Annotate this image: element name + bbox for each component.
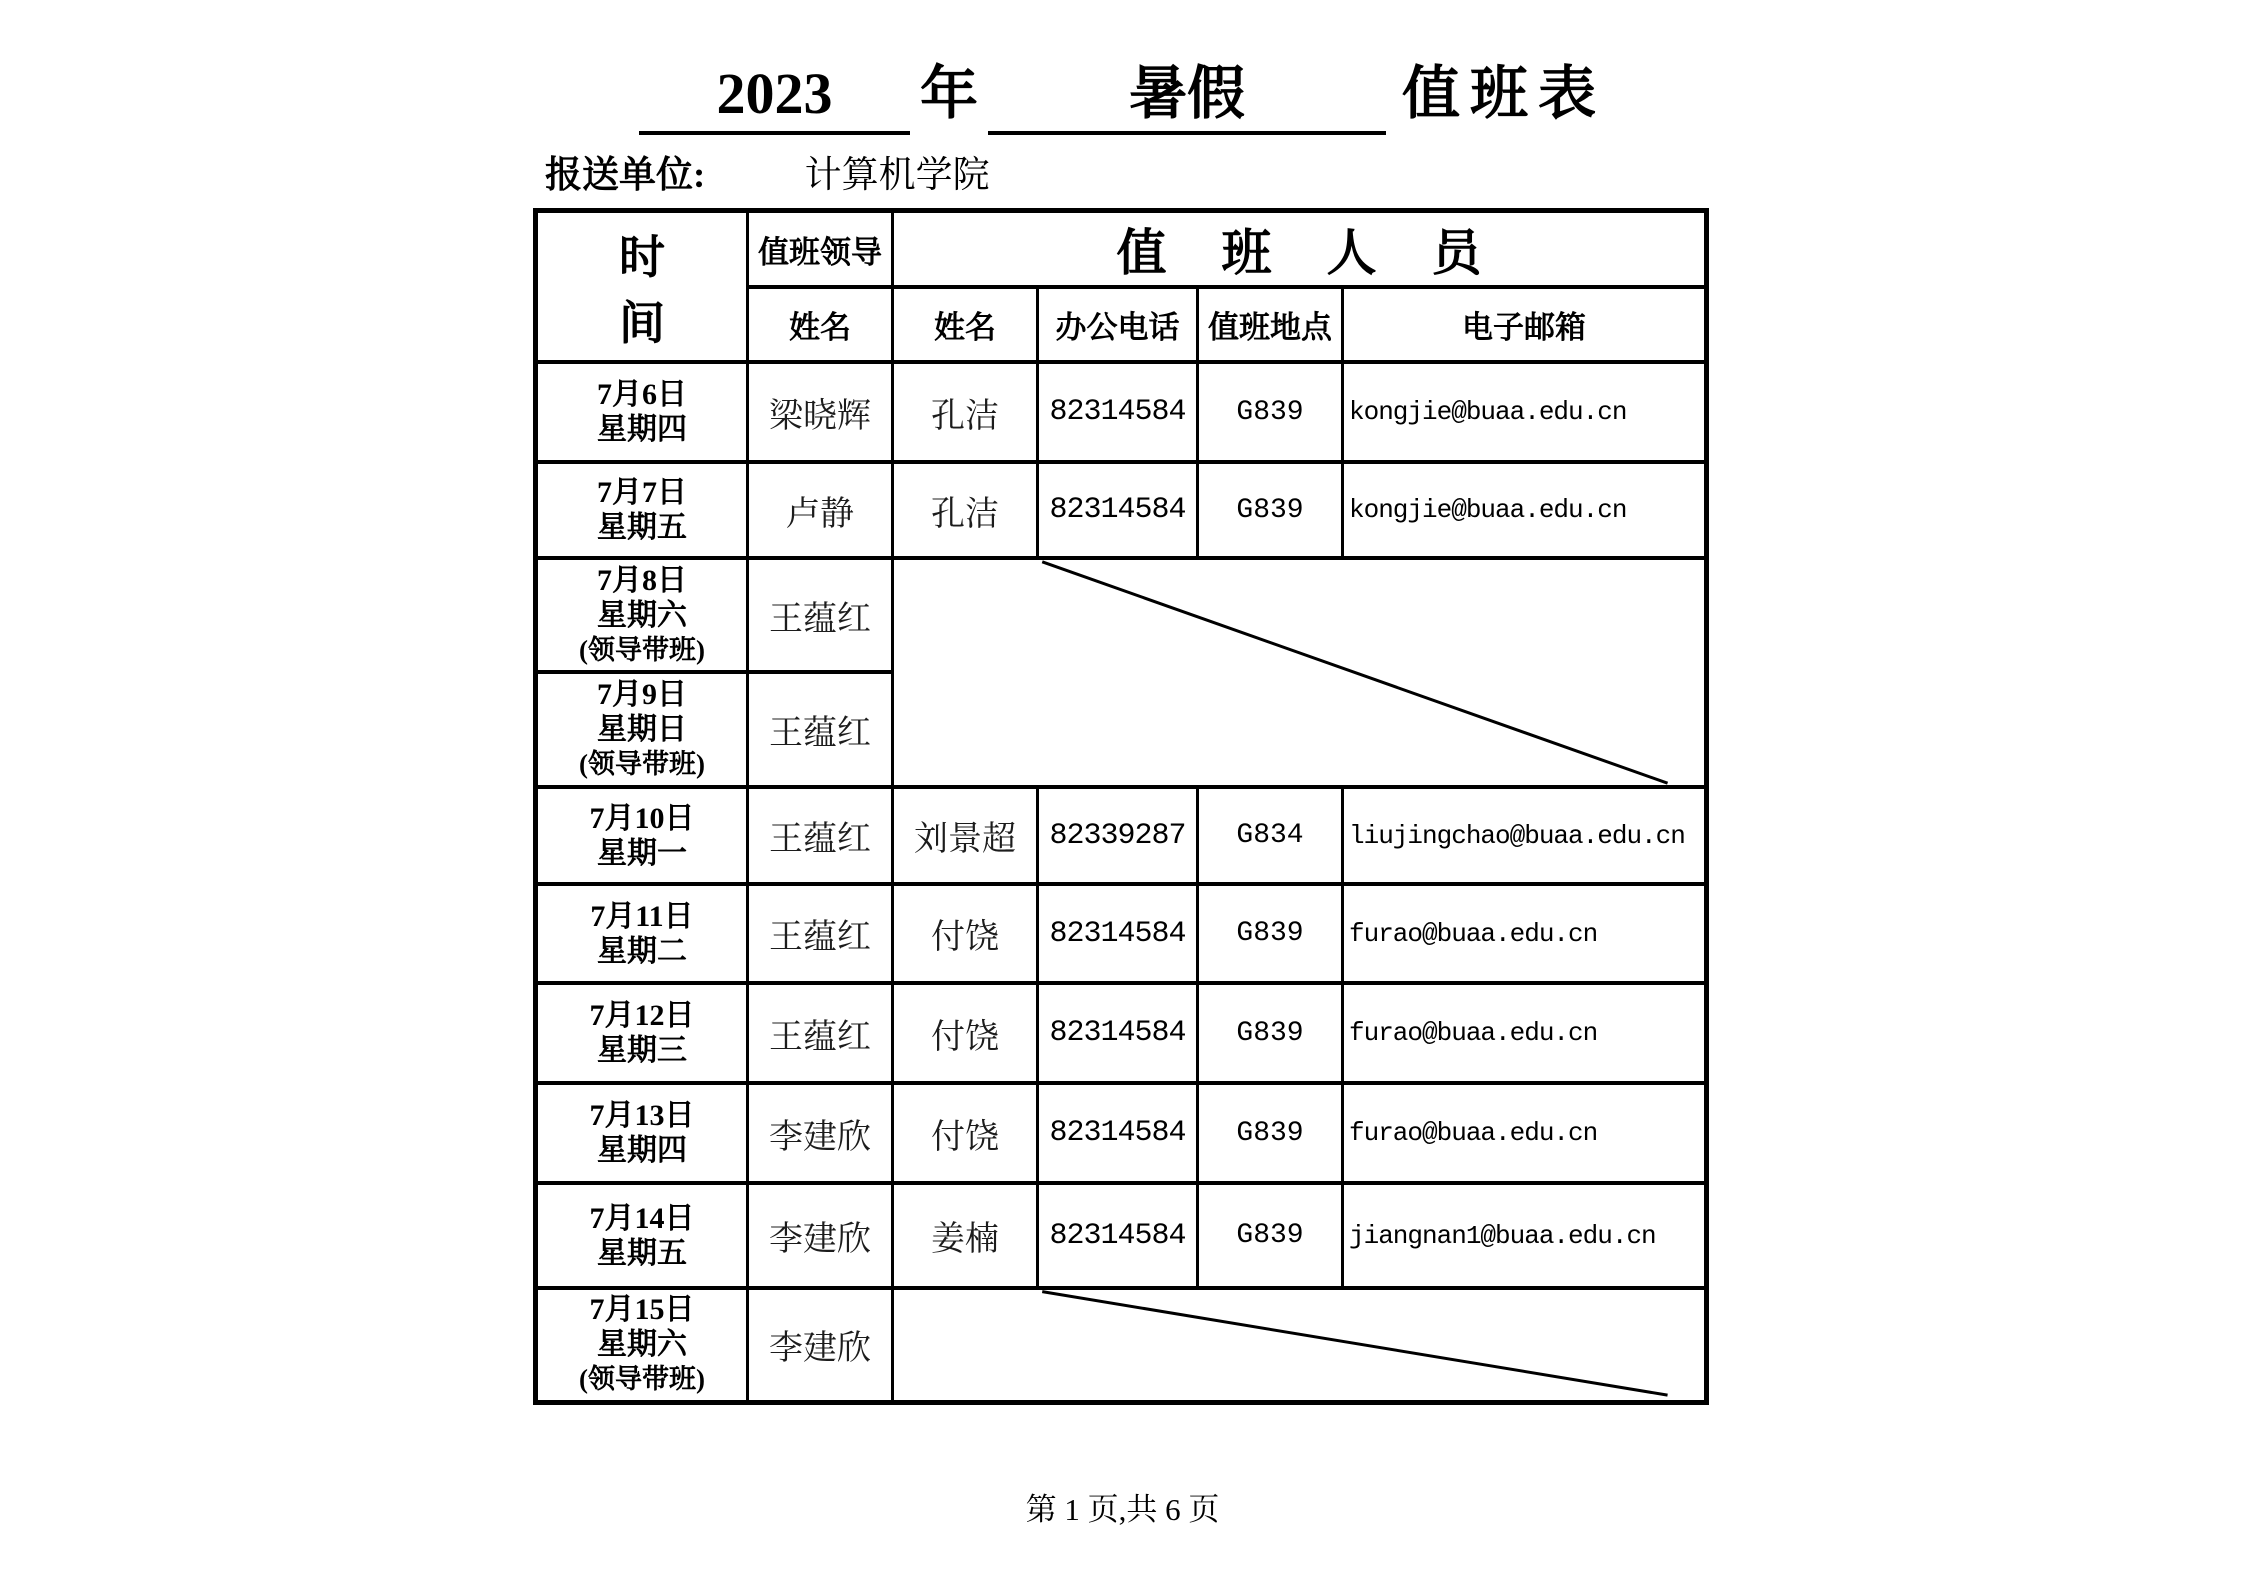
email-cell: kongjie@buaa.edu.cn — [1343, 462, 1707, 558]
location-cell: G839 — [1198, 983, 1343, 1083]
date-cell: 7月15日 星期六 (领导带班) — [536, 1288, 748, 1402]
staff-name-cell: 姜楠 — [893, 1183, 1038, 1288]
leader-name-cell: 李建欣 — [748, 1083, 893, 1183]
date-cell: 7月8日 星期六 (领导带班) — [536, 558, 748, 672]
header-leader-name: 姓名 — [748, 287, 893, 362]
location-cell: G839 — [1198, 1083, 1343, 1183]
leader-name-cell: 王蕴红 — [748, 983, 893, 1083]
header-duty-leader: 值班领导 — [748, 211, 893, 288]
leader-name-cell: 梁晓辉 — [748, 362, 893, 462]
date-cell: 7月14日 星期五 — [536, 1183, 748, 1288]
location-cell: G839 — [1198, 884, 1343, 983]
email-cell: furao@buaa.edu.cn — [1343, 884, 1707, 983]
merged-empty-cell — [893, 558, 1707, 787]
title-year-blank — [639, 62, 910, 135]
title-term: 暑假 — [1128, 61, 1245, 126]
location-cell: G839 — [1198, 362, 1343, 462]
phone-cell: 82314584 — [1038, 1183, 1198, 1288]
leader-name-cell: 王蕴红 — [748, 884, 893, 983]
header-duty-location: 值班地点 — [1198, 287, 1343, 362]
leader-name-cell: 卢静 — [748, 462, 893, 558]
location-cell: G839 — [1198, 462, 1343, 558]
duty-roster-table — [533, 208, 1709, 1405]
merged-empty-cell — [893, 1288, 1707, 1402]
staff-name-cell: 刘景超 — [893, 787, 1038, 884]
table-row — [536, 462, 1707, 558]
leader-name-cell: 李建欣 — [748, 1288, 893, 1402]
report-unit-label: 报送单位: — [545, 155, 706, 196]
table-row — [536, 1288, 1707, 1402]
title-year-suffix: 年 — [919, 61, 978, 126]
table-row — [536, 787, 1707, 884]
page-number-footer: 第 1 页,共 6 页 — [1025, 1492, 1220, 1527]
email-cell: furao@buaa.edu.cn — [1343, 983, 1707, 1083]
phone-cell: 82314584 — [1038, 983, 1198, 1083]
date-cell: 7月7日 星期五 — [536, 462, 748, 558]
location-cell: G839 — [1198, 1183, 1343, 1288]
leader-name-cell: 王蕴红 — [748, 787, 893, 884]
header-staff-name: 姓名 — [893, 287, 1038, 362]
table-row — [536, 558, 1707, 672]
staff-name-cell: 孔洁 — [893, 462, 1038, 558]
diagonal-line — [894, 1290, 1704, 1400]
header-email: 电子邮箱 — [1343, 287, 1707, 362]
table-row — [536, 362, 1707, 462]
table-row — [536, 983, 1707, 1083]
phone-cell: 82314584 — [1038, 462, 1198, 558]
leader-name-cell: 王蕴红 — [748, 558, 893, 672]
header-duty-staff: 值班人员 — [893, 211, 1707, 288]
phone-cell: 82314584 — [1038, 884, 1198, 983]
table-row — [536, 1183, 1707, 1288]
email-cell: liujingchao@buaa.edu.cn — [1343, 787, 1707, 884]
header-time: 时间 — [536, 211, 748, 363]
header-office-phone: 办公电话 — [1038, 287, 1198, 362]
staff-name-cell: 付饶 — [893, 983, 1038, 1083]
report-unit-value: 计算机学院 — [804, 155, 990, 196]
title-term-blank — [988, 62, 1386, 135]
staff-name-cell: 付饶 — [893, 1083, 1038, 1183]
header-row-1 — [536, 211, 1707, 288]
date-cell: 7月6日 星期四 — [536, 362, 748, 462]
email-cell: jiangnan1@buaa.edu.cn — [1343, 1183, 1707, 1288]
email-cell: furao@buaa.edu.cn — [1343, 1083, 1707, 1183]
leader-on-duty-note: (领导带班) — [579, 749, 705, 779]
phone-cell: 82314584 — [1038, 362, 1198, 462]
report-unit-line — [545, 154, 990, 198]
email-cell: kongjie@buaa.edu.cn — [1343, 362, 1707, 462]
title-year: 2023 — [716, 61, 833, 126]
table-row — [536, 884, 1707, 983]
date-cell: 7月11日 星期二 — [536, 884, 748, 983]
phone-cell: 82314584 — [1038, 1083, 1198, 1183]
table-row — [536, 1083, 1707, 1183]
phone-cell: 82339287 — [1038, 787, 1198, 884]
date-cell: 7月9日 星期日 (领导带班) — [536, 672, 748, 787]
page-title — [0, 62, 2245, 135]
leader-on-duty-note: (领导带班) — [579, 634, 705, 665]
title-suffix: 值班表 — [1402, 61, 1607, 126]
staff-name-cell: 付饶 — [893, 884, 1038, 983]
location-cell: G834 — [1198, 787, 1343, 884]
staff-name-cell: 孔洁 — [893, 362, 1038, 462]
date-cell: 7月12日 星期三 — [536, 983, 748, 1083]
leader-on-duty-note: (领导带班) — [579, 1364, 705, 1395]
leader-name-cell: 李建欣 — [748, 1183, 893, 1288]
diagonal-line — [894, 560, 1704, 785]
leader-name-cell: 王蕴红 — [748, 672, 893, 787]
date-cell: 7月13日 星期四 — [536, 1083, 748, 1183]
date-cell: 7月10日 星期一 — [536, 787, 748, 884]
